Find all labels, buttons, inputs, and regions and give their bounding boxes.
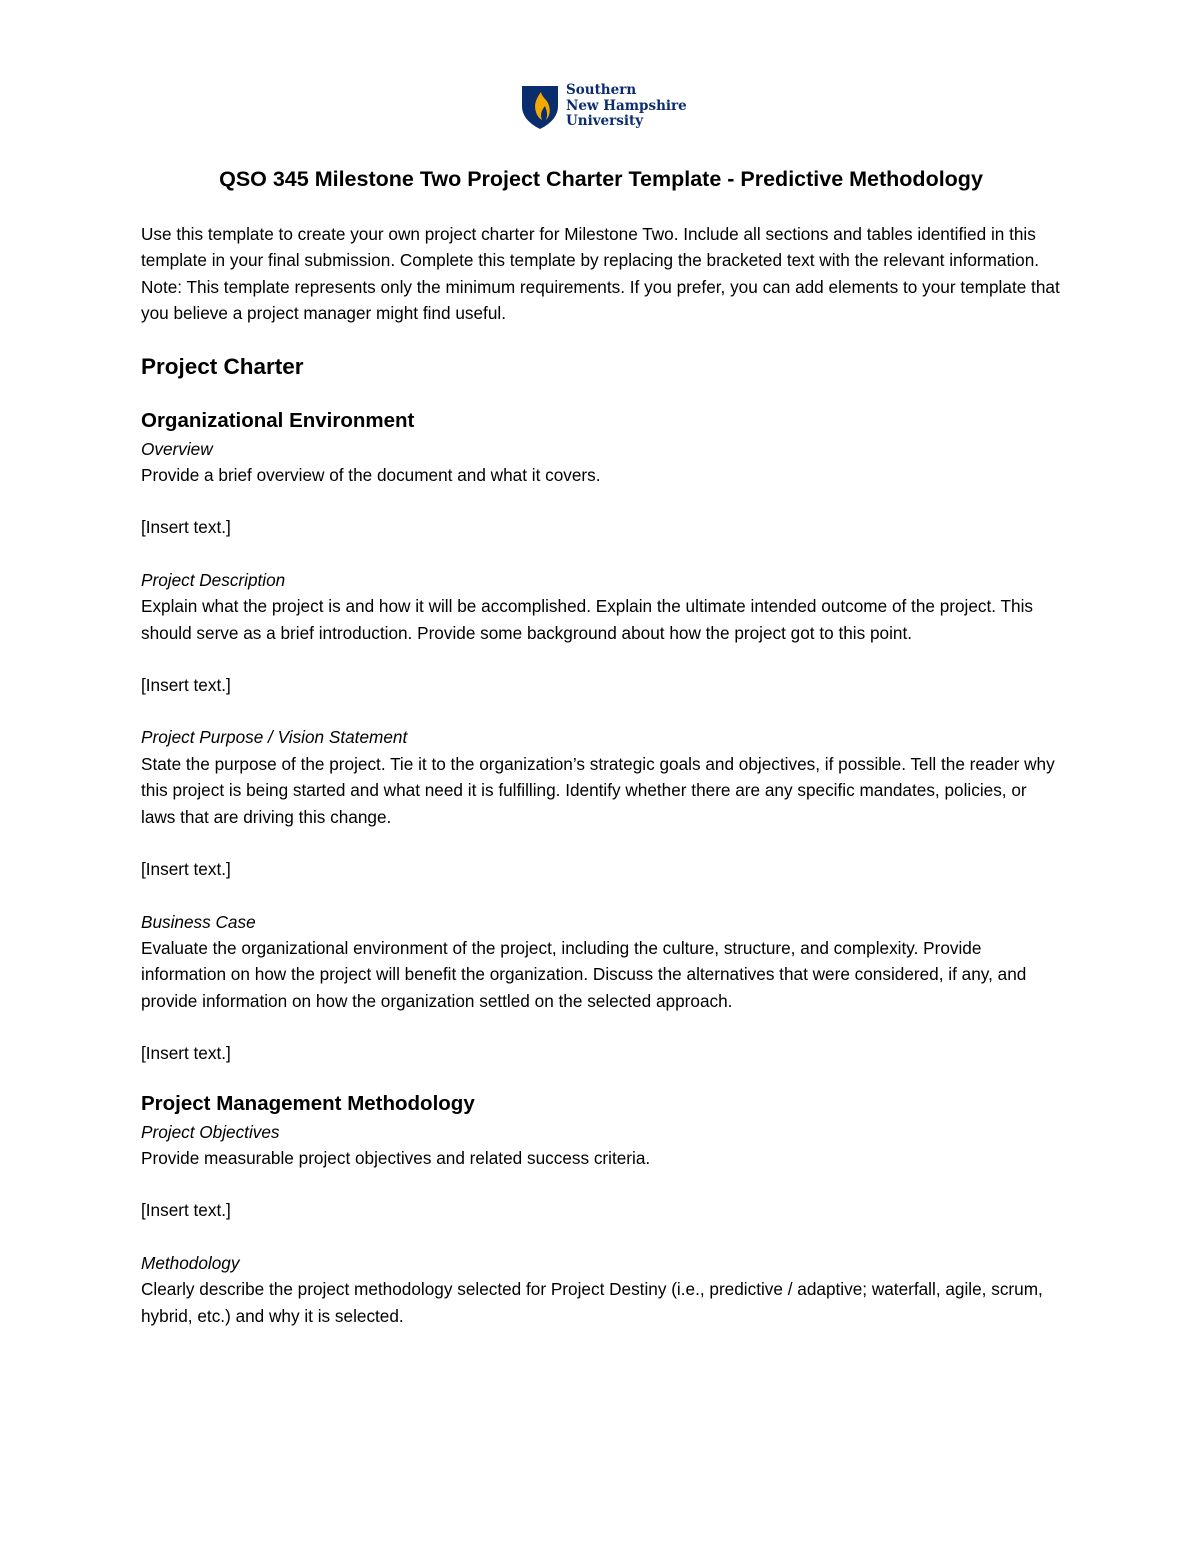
pm-methodology-heading: Project Management Methodology — [141, 1091, 475, 1115]
project-purpose-text: State the purpose of the project. Tie it to the organization’s strategic goals and objectives, if possible. Tell the reader why this project is being started and what need it is fulfilling. Identify whether there are any specific mandates, policies, or laws that are driving this change. — [141, 753, 1055, 827]
overview-insert: [Insert text.] — [141, 517, 231, 538]
project-description-insert: [Insert text.] — [141, 675, 231, 696]
logo-wordmark — [566, 83, 687, 130]
intro-paragraph: Use this template to create your own project charter for Milestone Two. Include all sections and tables identified in this template in your final submission. Complete this template by replacing the bracketed text with the relevant information. Note: This template represents only the minimum requirements. If you prefer, you can add elements to your template that you believe a project manager might find useful. — [141, 224, 1060, 324]
business-case-text: Evaluate the organizational environment of the project, including the culture, structure, and complexity. Provide information on how the project will benefit the organization. Discuss the alternatives that were considered, if any, and provide information on how the organization settled on the selected approach. — [141, 937, 1027, 1011]
overview-label: Overview — [141, 438, 213, 459]
university-logo — [520, 84, 687, 130]
organizational-environment-heading: Organizational Environment — [141, 408, 415, 432]
project-purpose-insert: [Insert text.] — [141, 859, 231, 880]
project-objectives-insert: [Insert text.] — [141, 1200, 231, 1221]
document-title: QSO 345 Milestone Two Project Charter Template - Predictive Methodology — [219, 167, 983, 191]
logo-line-2: New Hampshire — [566, 97, 687, 114]
project-objectives-text: Provide measurable project objectives and related success criteria. — [141, 1147, 651, 1168]
project-charter-heading: Project Charter — [141, 353, 304, 379]
shield-flame-icon — [520, 84, 560, 130]
business-case-insert: [Insert text.] — [141, 1043, 231, 1064]
business-case-label: Business Case — [141, 911, 256, 932]
methodology-text: Clearly describe the project methodology selected for Project Destiny (i.e., predictive / adaptive; waterfall, agile, scrum, hybrid, etc.) and why it is selected. — [141, 1279, 1043, 1326]
logo-line-3: University — [566, 113, 644, 129]
methodology-label: Methodology — [141, 1252, 240, 1273]
overview-text: Provide a brief overview of the document and what it covers. — [141, 465, 601, 486]
logo-line-1: Southern — [566, 82, 637, 98]
project-purpose-label: Project Purpose / Vision Statement — [141, 727, 408, 748]
project-description-label: Project Description — [141, 569, 286, 590]
document-body — [141, 164, 1061, 1329]
project-objectives-label: Project Objectives — [141, 1121, 280, 1142]
project-description-text: Explain what the project is and how it will be accomplished. Explain the ultimate intended outcome of the project. This should serve as a brief introduction. Provide some background about how the project got to this point. — [141, 596, 1034, 643]
